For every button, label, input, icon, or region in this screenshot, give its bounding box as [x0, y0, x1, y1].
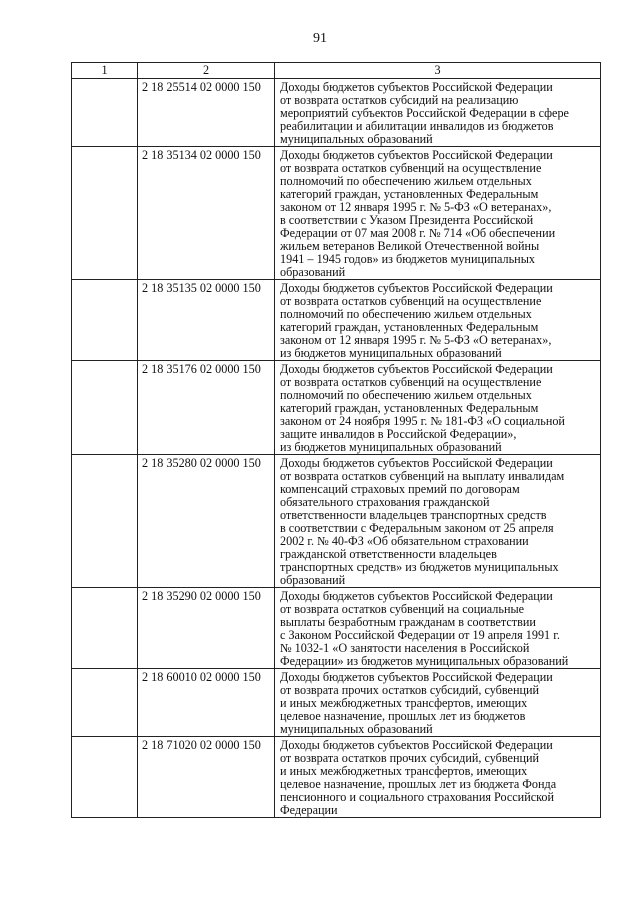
description-line: Доходы бюджетов субъектов Российской Федерации — [280, 281, 553, 295]
description-cell — [275, 361, 601, 455]
description-cell — [275, 280, 601, 361]
description-line: муниципальных образований — [280, 722, 433, 736]
description-cell — [275, 147, 601, 280]
description-line: целевое назначение, прошлых лет из бюджета Фонда — [280, 777, 557, 791]
budget-code-cell: 2 18 25514 02 0000 150 — [138, 79, 275, 147]
description-line: полномочий по обеспечению жильем отдельных — [280, 307, 532, 321]
budget-code-cell: 2 18 35176 02 0000 150 — [138, 361, 275, 455]
budget-codes-table — [71, 62, 601, 818]
table-row — [72, 79, 601, 147]
description-line: Доходы бюджетов субъектов Российской Федерации — [280, 589, 553, 603]
table-row — [72, 147, 601, 280]
description-line: Федерации от 07 мая 2008 г. № 714 «Об обеспечении — [280, 226, 556, 240]
description-line: 2002 г. № 40-ФЗ «Об обязательном страховании — [280, 534, 529, 548]
description-line: Доходы бюджетов субъектов Российской Федерации — [280, 670, 553, 684]
description-line: от возврата остатков субсидий на реализацию — [280, 93, 519, 107]
budget-code-cell: 2 18 35280 02 0000 150 — [138, 455, 275, 588]
description-line: образований — [280, 265, 346, 279]
description-cell — [275, 79, 601, 147]
budget-code-cell: 2 18 35135 02 0000 150 — [138, 280, 275, 361]
description-line: категорий граждан, установленных Федеральным — [280, 320, 539, 334]
description-line: Федерации» из бюджетов муниципальных образований — [280, 654, 569, 668]
description-line: образований — [280, 573, 346, 587]
description-line: гражданской ответственности владельцев — [280, 547, 497, 561]
table-header — [72, 63, 601, 79]
description-cell — [275, 669, 601, 737]
row-index-cell — [72, 280, 138, 361]
column-header-2: 2 — [138, 63, 275, 79]
table-row — [72, 280, 601, 361]
row-index-cell — [72, 737, 138, 818]
description-line: Доходы бюджетов субъектов Российской Федерации — [280, 148, 553, 162]
description-line: и иных межбюджетных трансфертов, имеющих — [280, 696, 528, 710]
description-line: выплаты безработным гражданам в соответствии — [280, 615, 536, 629]
row-index-cell — [72, 147, 138, 280]
description-line: компенсаций страховых премий по договорам — [280, 482, 520, 496]
description-line: категорий граждан, установленных Федеральным — [280, 187, 539, 201]
description-line: Доходы бюджетов субъектов Российской Федерации — [280, 738, 553, 752]
description-line: целевое назначение, прошлых лет из бюджетов — [280, 709, 526, 723]
description-line: от возврата остатков субвенций на выплату инвалидам — [280, 469, 565, 483]
table-row — [72, 669, 601, 737]
description-line: обязательного страхования гражданской — [280, 495, 490, 509]
description-line: мероприятий субъектов Российской Федерации в сфере — [280, 106, 569, 120]
description-line: № 1032-1 «О занятости населения в Российской — [280, 641, 530, 655]
description-line: от возврата остатков прочих субсидий, субвенций — [280, 751, 540, 765]
description-cell — [275, 588, 601, 669]
table-row — [72, 455, 601, 588]
budget-code-cell: 2 18 71020 02 0000 150 — [138, 737, 275, 818]
row-index-cell — [72, 79, 138, 147]
row-index-cell — [72, 588, 138, 669]
page-number: 91 — [313, 31, 327, 46]
description-line: ответственности владельцев транспортных средств — [280, 508, 547, 522]
description-line: от возврата прочих остатков субсидий, субвенций — [280, 683, 540, 697]
description-line: в соответствии с Федеральным законом от 25 апреля — [280, 521, 554, 535]
column-header-3: 3 — [275, 63, 601, 79]
description-line: категорий граждан, установленных Федеральным — [280, 401, 539, 415]
description-line: законом от 24 ноября 1995 г. № 181-ФЗ «О социальной — [280, 414, 565, 428]
description-line: 1941 – 1945 годов» из бюджетов муниципальных — [280, 252, 535, 266]
description-line: Доходы бюджетов субъектов Российской Федерации — [280, 80, 553, 94]
description-line: от возврата остатков субвенций на осуществление — [280, 161, 542, 175]
description-line: защите инвалидов в Российской Федерации», — [280, 427, 517, 441]
description-line: Доходы бюджетов субъектов Российской Федерации — [280, 362, 553, 376]
description-line: пенсионного и социального страхования Российской — [280, 790, 555, 804]
description-line: транспортных средств» из бюджетов муниципальных — [280, 560, 559, 574]
description-line: из бюджетов муниципальных образований — [280, 346, 502, 360]
table-row — [72, 737, 601, 818]
description-line: Доходы бюджетов субъектов Российской Федерации — [280, 456, 553, 470]
row-index-cell — [72, 669, 138, 737]
description-line: законом от 12 января 1995 г. № 5-ФЗ «О ветеранах», — [280, 333, 552, 347]
description-line: с Законом Российской Федерации от 19 апреля 1991 г. — [280, 628, 560, 642]
description-line: от возврата остатков субвенций на социальные — [280, 602, 525, 616]
description-line: жильем ветеранов Великой Отечественной войны — [280, 239, 540, 253]
description-line: от возврата остатков субвенций на осуществление — [280, 375, 542, 389]
description-cell — [275, 737, 601, 818]
column-header-1: 1 — [72, 63, 138, 79]
budget-code-cell: 2 18 35134 02 0000 150 — [138, 147, 275, 280]
description-line: полномочий по обеспечению жильем отдельных — [280, 388, 532, 402]
description-line: в соответствии с Указом Президента Российской — [280, 213, 534, 227]
header-row — [72, 63, 601, 79]
table-body — [72, 79, 601, 818]
description-cell — [275, 455, 601, 588]
row-index-cell — [72, 361, 138, 455]
description-line: от возврата остатков субвенций на осуществление — [280, 294, 542, 308]
table-row — [72, 361, 601, 455]
description-line: законом от 12 января 1995 г. № 5-ФЗ «О ветеранах», — [280, 200, 552, 214]
description-line: муниципальных образований — [280, 132, 433, 146]
description-line: реабилитации и абилитации инвалидов из бюджетов — [280, 119, 554, 133]
description-line: полномочий по обеспечению жильем отдельных — [280, 174, 532, 188]
row-index-cell — [72, 455, 138, 588]
table-row — [72, 588, 601, 669]
description-line: из бюджетов муниципальных образований — [280, 440, 502, 454]
description-line: Федерации — [280, 803, 338, 817]
budget-code-cell: 2 18 35290 02 0000 150 — [138, 588, 275, 669]
budget-code-cell: 2 18 60010 02 0000 150 — [138, 669, 275, 737]
description-line: и иных межбюджетных трансфертов, имеющих — [280, 764, 528, 778]
